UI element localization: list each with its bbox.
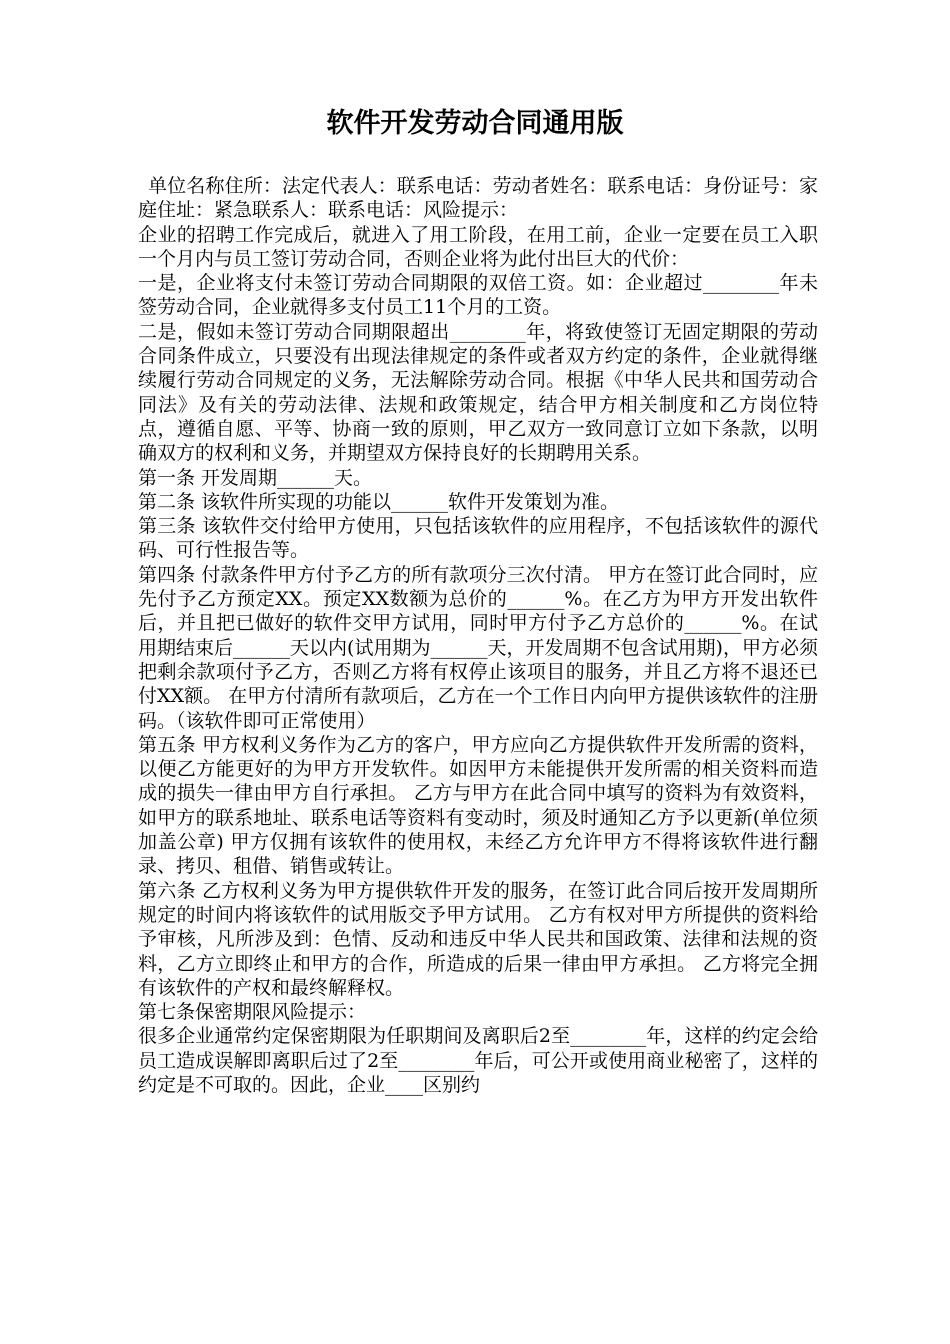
article-2-paragraph: 第二条 该软件所实现的功能以______软件开发策划为准。	[138, 490, 620, 513]
hiring-risk-paragraph: 企业的招聘工作完成后，就进入了用工阶段，在用工前，企业一定要在员工入职一个月内与员工签订劳动合同，否则企业将为此付出巨大的代价：	[138, 223, 818, 270]
risk-point-two-paragraph: 二是，假如未签订劳动合同期限超出________年，将致使签订无固定期限的劳动合同条件成立，只要没有出现法律规定的条件或者双方约定的条件，企业就得继续履行劳动合同规定的义务，无法解除劳动合同。根据《中华人民共和国劳动合同法》及有关的劳动法律、法规和政策规定，结合甲方相关制度和乙方岗位特点，遵循自愿、平等、协商一致的原则，甲乙双方一致同意订立如下条款，以明确双方的权利和义务，并期望双方保持良好的长期聘用关系。	[138, 320, 818, 465]
article-6-paragraph: 第六条 乙方权利义务为甲方提供软件开发的服务，在签订此合同后按开发周期所规定的时间内将该软件的试用版交予甲方试用。 乙方有权对甲方所提供的资料给予审核，凡所涉及到：色情、反动和违反中华人民共和国政策、法律和法规的资料，乙方立即终止和甲方的合作，所造成的后果一律由甲方承担。 乙方将完全拥有该软件的产权和最终解释权。	[138, 879, 818, 999]
article-4-paragraph: 第四条 付款条件甲方付予乙方的所有款项分三次付清。 甲方在签订此合同时，应先付予乙方预定XX。预定XX数额为总价的______%。在乙方为甲方开发出软件后，并且把已做好的软件交甲方试用，同时甲方付予乙方总价的______%。在试用期结束后______天以内(试用期为______天，开发周期不包含试用期)，甲方必须把剩余款项付予乙方，否则乙方将有权停止该项目的服务，并且乙方将不退还已付XX额。 在甲方付清所有款项后，乙方在一个工作日内向甲方提供该软件的注册码。（该软件即可正常使用）	[138, 563, 818, 732]
article-5-paragraph: 第五条 甲方权利义务作为乙方的客户，甲方应向乙方提供软件开发所需的资料，以便乙方能更好的为甲方开发软件。如因甲方未能提供开发所需的相关资料而造成的损失一律由甲方自行承担。 乙方与甲方在此合同中填写的资料为有效资料，如甲方的联系地址、联系电话等资料有变动时，须及时通知乙方予以更新(单位须加盖公章) 甲方仅拥有该软件的使用权，未经乙方允许甲方不得将该软件进行翻录、拷贝、租借、销售或转让。	[138, 733, 818, 878]
article-1-paragraph: 第一条 开发周期______天。	[138, 466, 373, 489]
confidentiality-paragraph: 很多企业通常约定保密期限为任职期间及离职后2至________年，这样的约定会给员工造成误解即离职后过了2至________年后，可公开或使用商业秘密了，这样的约定是不可取的。因此，企业____区别约	[138, 1025, 818, 1096]
document-title: 软件开发劳动合同通用版	[326, 108, 624, 139]
party-info-paragraph: 单位名称住所：法定代表人：联系电话：劳动者姓名：联系电话：身份证号：家庭住址：紧急联系人：联系电话：风险提示：	[138, 175, 818, 222]
article-3-paragraph: 第三条 该软件交付给甲方使用，只包括该软件的应用程序，不包括该软件的源代码、可行性报告等。	[138, 515, 818, 562]
risk-point-one-paragraph: 一是，企业将支付未签订劳动合同期限的双倍工资。如：企业超过________年未签劳动合同，企业就得多支付员工11个月的工资。	[138, 272, 818, 319]
document-body	[138, 174, 818, 1097]
article-7-heading: 第七条保密期限风险提示：	[138, 1001, 367, 1024]
